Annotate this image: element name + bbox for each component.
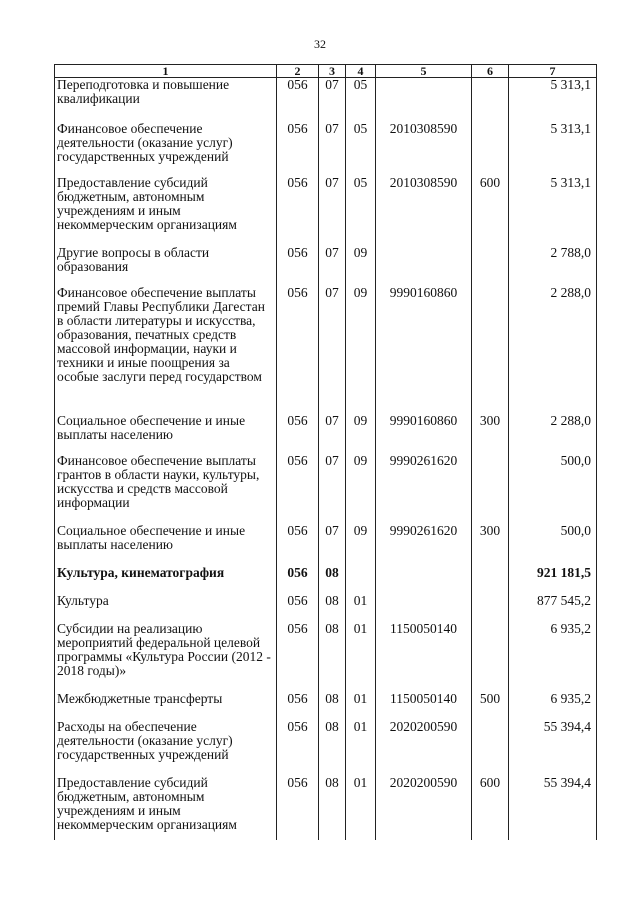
row-code-5-cell	[376, 594, 472, 622]
row-name-cell: Социальное обеспечение и иные выплаты населению	[55, 414, 277, 454]
row-code-5-cell: 9990160860	[376, 286, 472, 414]
row-name-cell: Переподготовка и повышение квалификации	[55, 78, 277, 122]
row-code-3-cell: 07	[319, 414, 346, 454]
row-code-5-cell: 2010308590	[376, 122, 472, 176]
row-amount-cell: 2 288,0	[509, 414, 597, 454]
page-number: 32	[314, 37, 326, 51]
row-code-4-cell: 09	[346, 286, 376, 414]
row-amount-cell: 500,0	[509, 454, 597, 524]
row-code-3-cell: 08	[319, 692, 346, 720]
row-name-cell: Предоставление субсидий бюджетным, автономным учреждениям и иным некоммерческим организациям	[55, 776, 277, 840]
row-name-cell: Финансовое обеспечение выплаты премий Главы Республики Дагестан в области литературы и искусства, образования, печатных средств массовой информации, науки и техники и иные поощрения за особые заслуги перед государством	[55, 286, 277, 414]
row-code-4-cell: 09	[346, 454, 376, 524]
header-col-2: 2	[277, 65, 319, 78]
budget-table	[54, 64, 597, 840]
row-code-2-cell: 056	[277, 566, 319, 594]
row-amount-cell: 6 935,2	[509, 622, 597, 692]
row-code-6-cell: 300	[472, 414, 509, 454]
table-row	[55, 622, 597, 692]
row-code-6-cell: 600	[472, 776, 509, 840]
row-code-2-cell: 056	[277, 622, 319, 692]
table-row	[55, 594, 597, 622]
table-row	[55, 414, 597, 454]
row-amount-cell: 5 313,1	[509, 122, 597, 176]
row-amount-cell: 2 788,0	[509, 246, 597, 286]
row-amount-cell: 877 545,2	[509, 594, 597, 622]
row-code-5-cell	[376, 566, 472, 594]
table-row	[55, 122, 597, 176]
header-col-5: 5	[376, 65, 472, 78]
row-code-3-cell: 08	[319, 622, 346, 692]
row-code-3-cell: 07	[319, 524, 346, 566]
row-code-2-cell: 056	[277, 594, 319, 622]
row-code-4-cell: 09	[346, 414, 376, 454]
table-row	[55, 286, 597, 414]
row-code-3-cell: 07	[319, 122, 346, 176]
row-code-3-cell: 07	[319, 454, 346, 524]
row-code-3-cell: 07	[319, 176, 346, 246]
row-code-3-cell: 07	[319, 246, 346, 286]
row-code-6-cell: 500	[472, 692, 509, 720]
row-code-3-cell: 08	[319, 566, 346, 594]
row-amount-cell: 5 313,1	[509, 176, 597, 246]
row-name-cell: Культура, кинематография	[55, 566, 277, 594]
row-code-4-cell: 09	[346, 246, 376, 286]
table-row	[55, 176, 597, 246]
row-code-4-cell	[346, 566, 376, 594]
header-col-3: 3	[319, 65, 346, 78]
row-code-2-cell: 056	[277, 692, 319, 720]
row-amount-cell: 2 288,0	[509, 286, 597, 414]
row-code-4-cell: 05	[346, 176, 376, 246]
row-code-6-cell	[472, 622, 509, 692]
header-col-4: 4	[346, 65, 376, 78]
row-name-cell: Предоставление субсидий бюджетным, автономным учреждениям и иным некоммерческим организациям	[55, 176, 277, 246]
row-amount-cell: 55 394,4	[509, 776, 597, 840]
row-amount-cell: 500,0	[509, 524, 597, 566]
row-code-4-cell: 09	[346, 524, 376, 566]
row-code-6-cell: 300	[472, 524, 509, 566]
row-code-5-cell: 1150050140	[376, 622, 472, 692]
row-name-cell: Социальное обеспечение и иные выплаты населению	[55, 524, 277, 566]
table-row	[55, 454, 597, 524]
row-code-2-cell: 056	[277, 414, 319, 454]
row-code-5-cell	[376, 246, 472, 286]
row-name-cell: Финансовое обеспечение выплаты грантов в области науки, культуры, искусства и средств массовой информации	[55, 454, 277, 524]
row-code-6-cell: 600	[472, 176, 509, 246]
row-name-cell: Культура	[55, 594, 277, 622]
header-col-1: 1	[55, 65, 277, 78]
row-amount-cell: 5 313,1	[509, 78, 597, 122]
row-code-5-cell: 2020200590	[376, 776, 472, 840]
row-code-2-cell: 056	[277, 176, 319, 246]
row-amount-cell: 6 935,2	[509, 692, 597, 720]
row-code-4-cell: 01	[346, 692, 376, 720]
table-row	[55, 720, 597, 776]
row-code-3-cell: 07	[319, 286, 346, 414]
row-code-4-cell: 05	[346, 78, 376, 122]
row-code-5-cell: 9990160860	[376, 414, 472, 454]
row-code-4-cell: 05	[346, 122, 376, 176]
row-code-6-cell	[472, 78, 509, 122]
row-code-5-cell: 1150050140	[376, 692, 472, 720]
row-name-cell: Другие вопросы в области образования	[55, 246, 277, 286]
row-code-2-cell: 056	[277, 454, 319, 524]
row-name-cell: Расходы на обеспечение деятельности (оказание услуг) государственных учреждений	[55, 720, 277, 776]
row-name-cell: Субсидии на реализацию мероприятий федеральной целевой программы «Культура России (2012 - 2018 годы)»	[55, 622, 277, 692]
row-code-6-cell	[472, 246, 509, 286]
header-col-6: 6	[472, 65, 509, 78]
row-code-3-cell: 08	[319, 594, 346, 622]
row-name-cell: Финансовое обеспечение деятельности (оказание услуг) государственных учреждений	[55, 122, 277, 176]
row-name-cell: Межбюджетные трансферты	[55, 692, 277, 720]
row-code-3-cell: 07	[319, 78, 346, 122]
row-code-3-cell: 08	[319, 720, 346, 776]
row-code-2-cell: 056	[277, 286, 319, 414]
row-code-5-cell: 9990261620	[376, 454, 472, 524]
row-code-5-cell: 2020200590	[376, 720, 472, 776]
row-code-4-cell: 01	[346, 622, 376, 692]
table-row	[55, 566, 597, 594]
row-code-6-cell	[472, 720, 509, 776]
row-code-5-cell	[376, 78, 472, 122]
row-code-6-cell	[472, 594, 509, 622]
row-code-6-cell	[472, 566, 509, 594]
row-code-5-cell: 9990261620	[376, 524, 472, 566]
table-header-row	[55, 65, 597, 78]
row-code-6-cell	[472, 454, 509, 524]
row-code-6-cell	[472, 122, 509, 176]
row-code-2-cell: 056	[277, 776, 319, 840]
row-code-2-cell: 056	[277, 122, 319, 176]
row-amount-cell: 55 394,4	[509, 720, 597, 776]
row-code-5-cell: 2010308590	[376, 176, 472, 246]
row-code-2-cell: 056	[277, 524, 319, 566]
row-code-4-cell: 01	[346, 594, 376, 622]
row-code-4-cell: 01	[346, 776, 376, 840]
row-code-2-cell: 056	[277, 246, 319, 286]
row-code-6-cell	[472, 286, 509, 414]
table-row	[55, 78, 597, 122]
row-amount-cell: 921 181,5	[509, 566, 597, 594]
table-row	[55, 524, 597, 566]
row-code-2-cell: 056	[277, 78, 319, 122]
table-row	[55, 692, 597, 720]
table-row	[55, 776, 597, 840]
row-code-4-cell: 01	[346, 720, 376, 776]
header-col-7: 7	[509, 65, 597, 78]
row-code-3-cell: 08	[319, 776, 346, 840]
row-code-2-cell: 056	[277, 720, 319, 776]
table-row	[55, 246, 597, 286]
